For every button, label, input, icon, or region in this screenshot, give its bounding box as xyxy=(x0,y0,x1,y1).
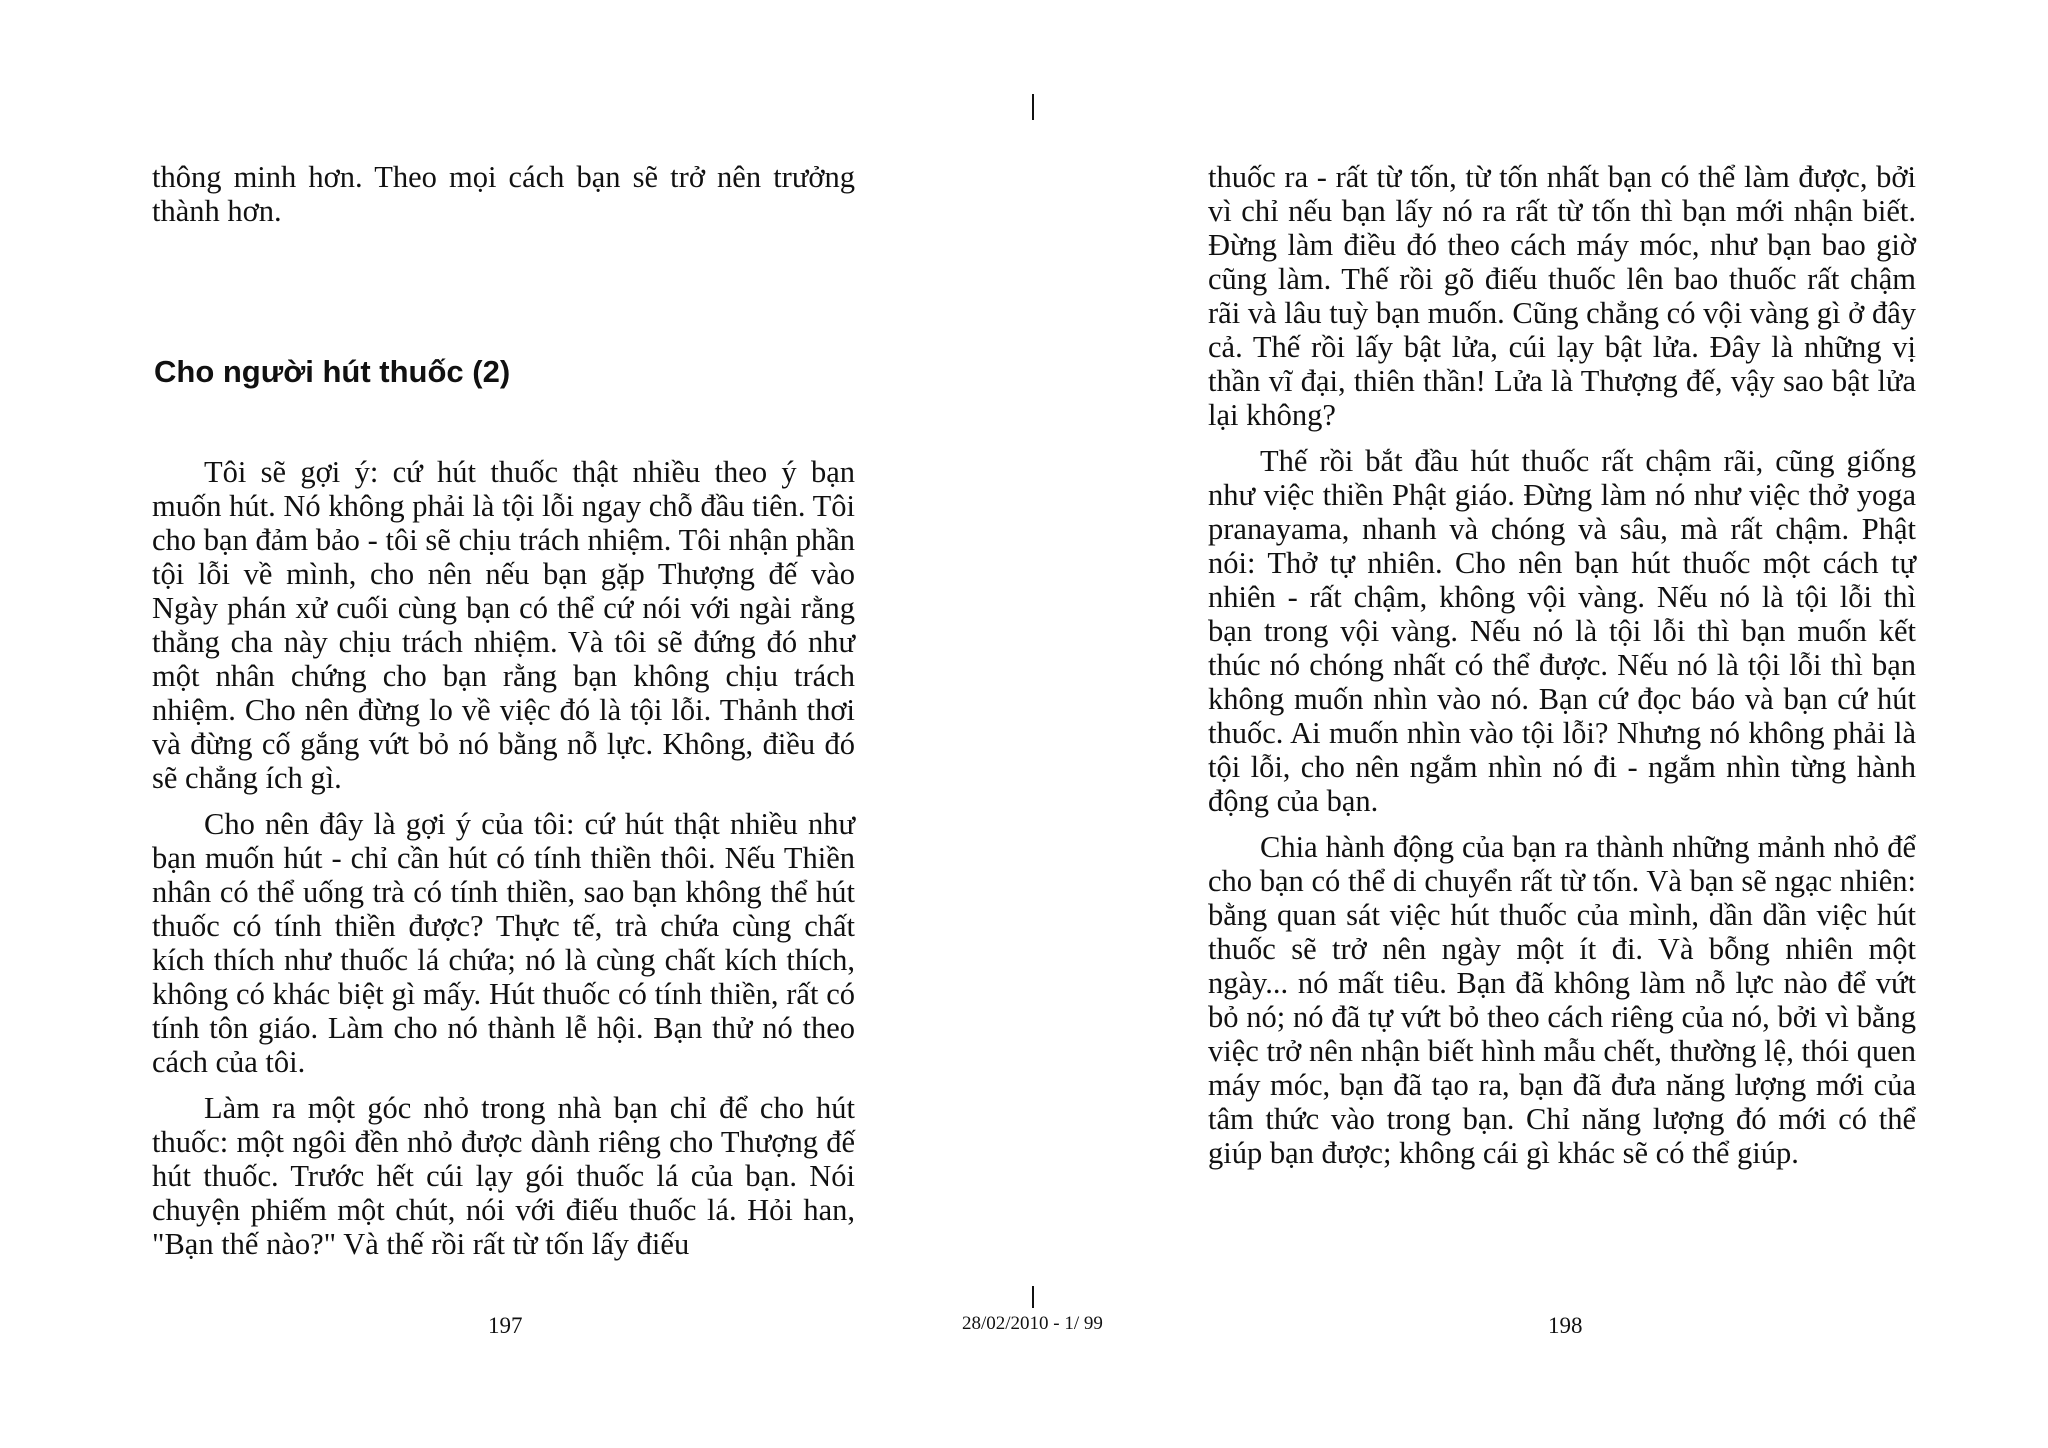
left-paragraph-1: Tôi sẽ gợi ý: cứ hút thuốc thật nhiều theo ý bạn muốn hút. Nó không phải là tội lỗi ngay chỗ đầu tiên. Tôi cho bạn đảm bảo - tôi sẽ chịu trách nhiệm. Tôi nhận phần tội lỗi về mình, cho nên nếu bạn gặp Thượng đế vào Ngày phán xử cuối cùng bạn có thể cứ nói với ngài rằng thằng cha này chịu trách nhiệm. Và tôi sẽ đứng đó như một nhân chứng cho bạn rằng bạn không chịu trách nhiệm. Cho nên đừng lo về việc đó là tội lỗi. Thảnh thơi và đừng cố gắng vứt bỏ nó bằng nỗ lực. Không, điều đó sẽ chẳng ích gì. xyxy=(152,455,855,795)
left-page-body xyxy=(152,455,855,1261)
center-divider-mark-bottom xyxy=(1032,1286,1034,1308)
section-title: Cho người hút thuốc (2) xyxy=(154,354,511,389)
left-paragraph-3: Làm ra một góc nhỏ trong nhà bạn chỉ để cho hút thuốc: một ngôi đền nhỏ được dành riêng cho Thượng đế hút thuốc. Trước hết cúi lạy gói thuốc lá của bạn. Nói chuyện phiếm một chút, nói với điếu thuốc lá. Hỏi han, "Bạn thế nào?" Và thế rồi rất từ tốn lấy điếu xyxy=(152,1091,855,1261)
left-paragraph-2: Cho nên đây là gợi ý của tôi: cứ hút thật nhiều như bạn muốn hút - chỉ cần hút có tính thiền thôi. Nếu Thiền nhân có thể uống trà có tính thiền, sao bạn không thể hút thuốc có tính thiền được? Thực tế, trà chứa cùng chất kích thích như thuốc lá chứa; nó là cùng chất kích thích, không có khác biệt gì mấy. Hút thuốc có tính thiền, rất có tính tôn giáo. Làm cho nó thành lễ hội. Bạn thử nó theo cách của tôi. xyxy=(152,807,855,1079)
right-paragraph-1: Thế rồi bắt đầu hút thuốc rất chậm rãi, cũng giống như việc thiền Phật giáo. Đừng làm nó như việc thở yoga pranayama, nhanh và chóng và sâu, mà rất chậm. Phật nói: Thở tự nhiên. Cho nên bạn hút thuốc một cách tự nhiên - rất chậm, không vội vàng. Nếu nó là tội lỗi thì bạn trong vội vàng. Nếu nó là tội lỗi thì bạn muốn kết thúc nó chóng nhất có thể được. Nếu nó là tội lỗi thì bạn không muốn nhìn vào nó. Bạn cứ đọc báo và bạn cứ hút thuốc. Ai muốn nhìn vào tội lỗi? Nhưng nó không phải là tội lỗi, cho nên ngắm nhìn nó đi - ngắm nhìn từng hành động của bạn. xyxy=(1208,444,1916,818)
page-number-right: 198 xyxy=(1548,1313,1583,1338)
footer-date-pagination: 28/02/2010 - 1/ 99 xyxy=(962,1313,1103,1334)
right-paragraph-2: Chia hành động của bạn ra thành những mảnh nhỏ để cho bạn có thể di chuyển rất từ tốn. Và bạn sẽ ngạc nhiên: bằng quan sát việc hút thuốc của mình, dần dần việc hút thuốc sẽ trở nên ngày một ít đi. Và bỗng nhiên một ngày... nó mất tiêu. Bạn đã không làm nỗ lực nào để vứt bỏ nó; nó đã tự vứt bỏ theo cách riêng của nó, bởi vì bằng việc trở nên nhận biết hình mẫu chết, thường lệ, thói quen máy móc, bạn đã tạo ra, bạn đã đưa năng lượng mới của tâm thức vào trong bạn. Chỉ năng lượng đó mới có thể giúp bạn được; không cái gì khác sẽ có thể giúp. xyxy=(1208,830,1916,1170)
left-page-continuation-block xyxy=(152,160,855,228)
center-divider-mark-top xyxy=(1032,94,1034,120)
page-number-left: 197 xyxy=(488,1313,523,1338)
right-page-body xyxy=(1208,160,1916,1170)
right-page-continuation-text: thuốc ra - rất từ tốn, từ tốn nhất bạn có thể làm được, bởi vì chỉ nếu bạn lấy nó ra rất từ tốn thì bạn mới nhận biết. Đừng làm điều đó theo cách máy móc, như bạn bao giờ cũng làm. Thế rồi gõ điếu thuốc lên bao thuốc rất chậm rãi và lâu tuỳ bạn muốn. Cũng chẳng có vội vàng gì ở đây cả. Thế rồi lấy bật lửa, cúi lạy bật lửa. Đây là những vị thần vĩ đại, thiên thần! Lửa là Thượng đế, vậy sao bật lửa lại không? xyxy=(1208,160,1916,432)
left-page-continuation-text: thông minh hơn. Theo mọi cách bạn sẽ trở nên trưởng thành hơn. xyxy=(152,160,855,228)
